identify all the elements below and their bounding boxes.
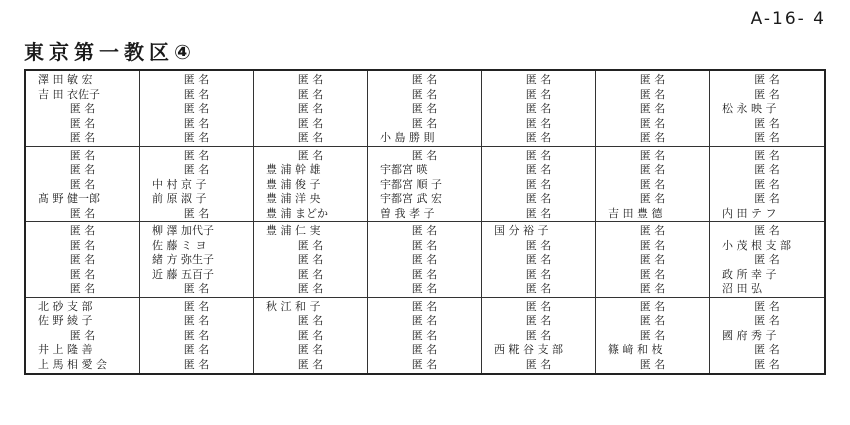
page-code: A-16- 4: [750, 9, 826, 29]
donor-name-entry: 前 原 淑 子: [152, 192, 207, 205]
anonymous-donor-entry: 匿 名: [525, 177, 552, 191]
anonymous-donor-entry: 匿 名: [69, 328, 96, 342]
roster-cell: [254, 71, 368, 147]
anonymous-donor-entry: 匿 名: [297, 343, 324, 356]
donor-name-entry: 豊 浦 まどか: [266, 206, 328, 220]
donor-name-entry: 緒 方 弥生子: [152, 253, 214, 266]
anonymous-donor-entry: 匿 名: [525, 253, 552, 266]
anonymous-donor-entry: 匿 名: [183, 148, 210, 162]
anonymous-donor-entry: 匿 名: [754, 299, 780, 313]
anonymous-donor-entry: 匿 名: [525, 267, 552, 281]
anonymous-donor-entry: 匿 名: [297, 87, 324, 101]
anonymous-donor-entry: 匿 名: [297, 73, 324, 86]
anonymous-donor-entry: 匿 名: [639, 314, 666, 327]
anonymous-donor-entry: 匿 名: [525, 357, 552, 371]
anonymous-donor-entry: 匿 名: [525, 328, 552, 342]
anonymous-donor-entry: 匿 名: [183, 357, 210, 371]
roster-cell: [710, 298, 824, 374]
anonymous-donor-entry: 匿 名: [639, 328, 666, 342]
anonymous-donor-entry: 匿 名: [639, 131, 666, 144]
roster-cell: [254, 147, 368, 223]
donor-name-entry: 豊 浦 仁 実: [266, 224, 321, 237]
anonymous-donor-entry: 匿 名: [69, 163, 96, 176]
anonymous-donor-entry: 匿 名: [639, 282, 666, 295]
anonymous-donor-entry: 匿 名: [411, 148, 438, 162]
anonymous-donor-entry: 匿 名: [639, 87, 666, 101]
donor-name-entry: 内 田 テ フ: [722, 206, 777, 220]
anonymous-donor-entry: 匿 名: [183, 282, 210, 295]
roster-cell: [254, 222, 368, 298]
anonymous-donor-entry: 匿 名: [639, 357, 666, 371]
anonymous-donor-entry: 匿 名: [754, 163, 780, 176]
donor-name-entry: 吉 田 衣佐子: [38, 87, 100, 101]
anonymous-donor-entry: 匿 名: [297, 148, 324, 162]
anonymous-donor-entry: 匿 名: [69, 102, 96, 115]
anonymous-donor-entry: 匿 名: [183, 102, 210, 115]
anonymous-donor-entry: 匿 名: [639, 148, 666, 162]
roster-cell: [710, 71, 824, 147]
anonymous-donor-entry: 匿 名: [411, 299, 438, 313]
anonymous-donor-entry: 匿 名: [411, 343, 438, 356]
anonymous-donor-entry: 匿 名: [297, 131, 324, 144]
anonymous-donor-entry: 匿 名: [411, 282, 438, 295]
roster-cell: [368, 298, 482, 374]
anonymous-donor-entry: 匿 名: [525, 299, 552, 313]
donor-name-entry: 宇都宮 暎: [380, 163, 428, 176]
roster-cell: [482, 71, 596, 147]
donor-name-entry: 中 村 京 子: [152, 177, 207, 191]
anonymous-donor-entry: 匿 名: [411, 357, 438, 371]
roster-cell: [254, 298, 368, 374]
donor-name-entry: 国 分 裕 子: [494, 224, 549, 237]
anonymous-donor-entry: 匿 名: [297, 253, 324, 266]
roster-cell: [596, 222, 710, 298]
anonymous-donor-entry: 匿 名: [69, 267, 96, 281]
roster-cell: [596, 147, 710, 223]
anonymous-donor-entry: 匿 名: [754, 314, 780, 327]
roster-cell: [140, 71, 254, 147]
donor-name-entry: 宇都宮 武 宏: [380, 192, 442, 205]
anonymous-donor-entry: 匿 名: [411, 73, 438, 86]
anonymous-donor-entry: 匿 名: [525, 192, 552, 205]
anonymous-donor-entry: 匿 名: [411, 267, 438, 281]
anonymous-donor-entry: 匿 名: [525, 131, 552, 144]
roster-cell: [482, 147, 596, 223]
anonymous-donor-entry: 匿 名: [297, 116, 324, 130]
anonymous-donor-entry: 匿 名: [754, 116, 780, 130]
anonymous-donor-entry: 匿 名: [69, 148, 96, 162]
anonymous-donor-entry: 匿 名: [754, 131, 780, 144]
roster-cell: [482, 298, 596, 374]
donor-name-entry: 國 府 秀 子: [722, 328, 777, 342]
anonymous-donor-entry: 匿 名: [183, 206, 210, 220]
anonymous-donor-entry: 匿 名: [183, 116, 210, 130]
donor-name-entry: 北 砂 支 部: [38, 299, 93, 313]
donor-name-entry: 上 馬 相 愛 会: [38, 357, 107, 371]
anonymous-donor-entry: 匿 名: [639, 102, 666, 115]
donor-name-entry: 松 永 映 子: [722, 102, 777, 115]
roster-cell: [710, 222, 824, 298]
anonymous-donor-entry: 匿 名: [639, 267, 666, 281]
anonymous-donor-entry: 匿 名: [69, 253, 96, 266]
anonymous-donor-entry: 匿 名: [525, 87, 552, 101]
anonymous-donor-entry: 匿 名: [411, 224, 438, 237]
anonymous-donor-entry: 匿 名: [754, 343, 780, 356]
roster-cell: [140, 147, 254, 223]
anonymous-donor-entry: 匿 名: [639, 163, 666, 176]
anonymous-donor-entry: 匿 名: [183, 87, 210, 101]
roster-cell: [596, 71, 710, 147]
donor-name-entry: 曽 我 孝 子: [380, 206, 435, 220]
donor-name-entry: 豊 浦 洋 央: [266, 192, 321, 205]
roster-cell: [368, 147, 482, 223]
anonymous-donor-entry: 匿 名: [297, 238, 324, 252]
anonymous-donor-entry: 匿 名: [411, 102, 438, 115]
anonymous-donor-entry: 匿 名: [754, 253, 780, 266]
roster-cell: [482, 222, 596, 298]
anonymous-donor-entry: 匿 名: [411, 314, 438, 327]
donor-name-entry: 井 上 隆 善: [38, 343, 93, 356]
anonymous-donor-entry: 匿 名: [754, 224, 780, 237]
anonymous-donor-entry: 匿 名: [525, 206, 552, 220]
anonymous-donor-entry: 匿 名: [183, 73, 210, 86]
donor-name-entry: 小 島 勝 則: [380, 131, 435, 144]
donor-name-entry: 沼 田 弘: [722, 282, 762, 295]
anonymous-donor-entry: 匿 名: [297, 314, 324, 327]
donor-name-entry: 西 糀 谷 支 部: [494, 343, 563, 356]
anonymous-donor-entry: 匿 名: [69, 177, 96, 191]
anonymous-donor-entry: 匿 名: [639, 299, 666, 313]
anonymous-donor-entry: 匿 名: [525, 116, 552, 130]
anonymous-donor-entry: 匿 名: [525, 102, 552, 115]
anonymous-donor-entry: 匿 名: [411, 87, 438, 101]
donor-name-entry: 柳 澤 加代子: [152, 224, 214, 237]
donor-name-entry: 政 所 幸 子: [722, 267, 777, 281]
donor-name-entry: 篠 﨑 和 枝: [608, 343, 663, 356]
anonymous-donor-entry: 匿 名: [297, 357, 324, 371]
roster-cell: [596, 298, 710, 374]
anonymous-donor-entry: 匿 名: [69, 116, 96, 130]
roster-cell: [140, 222, 254, 298]
anonymous-donor-entry: 匿 名: [639, 73, 666, 86]
anonymous-donor-entry: 匿 名: [639, 192, 666, 205]
anonymous-donor-entry: 匿 名: [525, 163, 552, 176]
anonymous-donor-entry: 匿 名: [69, 131, 96, 144]
anonymous-donor-entry: 匿 名: [639, 253, 666, 266]
roster-cell: [26, 147, 140, 223]
anonymous-donor-entry: 匿 名: [183, 131, 210, 144]
anonymous-donor-entry: 匿 名: [525, 148, 552, 162]
donor-roster-table: [24, 69, 826, 375]
donor-name-entry: 小 茂 根 支 部: [722, 238, 791, 252]
anonymous-donor-entry: 匿 名: [754, 148, 780, 162]
anonymous-donor-entry: 匿 名: [69, 282, 96, 295]
donor-name-entry: 近 藤 五百子: [152, 267, 214, 281]
roster-cell: [26, 222, 140, 298]
anonymous-donor-entry: 匿 名: [639, 116, 666, 130]
roster-cell: [26, 298, 140, 374]
anonymous-donor-entry: 匿 名: [297, 267, 324, 281]
anonymous-donor-entry: 匿 名: [69, 238, 96, 252]
district-title: 東京第一教区④: [24, 40, 196, 64]
anonymous-donor-entry: 匿 名: [69, 224, 96, 237]
anonymous-donor-entry: 匿 名: [754, 87, 780, 101]
anonymous-donor-entry: 匿 名: [297, 102, 324, 115]
anonymous-donor-entry: 匿 名: [525, 73, 552, 86]
donor-name-entry: 吉 田 豊 德: [608, 206, 663, 220]
donor-name-entry: 豊 浦 俊 子: [266, 177, 321, 191]
donor-name-entry: 佐 藤 ミ ヨ: [152, 238, 207, 252]
donor-name-entry: 豊 浦 幹 雄: [266, 163, 321, 176]
anonymous-donor-entry: 匿 名: [297, 328, 324, 342]
donor-name-entry: 佐 野 綾 子: [38, 314, 93, 327]
anonymous-donor-entry: 匿 名: [69, 206, 96, 220]
anonymous-donor-entry: 匿 名: [183, 299, 210, 313]
anonymous-donor-entry: 匿 名: [411, 238, 438, 252]
anonymous-donor-entry: 匿 名: [754, 73, 780, 86]
anonymous-donor-entry: 匿 名: [525, 238, 552, 252]
donor-name-entry: 秋 江 和 子: [266, 299, 321, 313]
roster-cell: [710, 147, 824, 223]
anonymous-donor-entry: 匿 名: [183, 163, 210, 176]
anonymous-donor-entry: 匿 名: [411, 328, 438, 342]
donor-name-entry: 澤 田 敏 宏: [38, 73, 93, 86]
anonymous-donor-entry: 匿 名: [411, 253, 438, 266]
roster-cell: [368, 222, 482, 298]
anonymous-donor-entry: 匿 名: [525, 314, 552, 327]
anonymous-donor-entry: 匿 名: [411, 116, 438, 130]
donor-name-entry: 宇都宮 順 子: [380, 177, 442, 191]
anonymous-donor-entry: 匿 名: [639, 177, 666, 191]
anonymous-donor-entry: 匿 名: [183, 314, 210, 327]
anonymous-donor-entry: 匿 名: [183, 343, 210, 356]
anonymous-donor-entry: 匿 名: [754, 357, 780, 371]
roster-cell: [368, 71, 482, 147]
roster-cell: [26, 71, 140, 147]
roster-cell: [140, 298, 254, 374]
donor-name-entry: 髙 野 健一郎: [38, 192, 100, 205]
anonymous-donor-entry: 匿 名: [754, 177, 780, 191]
anonymous-donor-entry: 匿 名: [525, 282, 552, 295]
anonymous-donor-entry: 匿 名: [639, 224, 666, 237]
anonymous-donor-entry: 匿 名: [754, 192, 780, 205]
anonymous-donor-entry: 匿 名: [639, 238, 666, 252]
anonymous-donor-entry: 匿 名: [297, 282, 324, 295]
anonymous-donor-entry: 匿 名: [183, 328, 210, 342]
